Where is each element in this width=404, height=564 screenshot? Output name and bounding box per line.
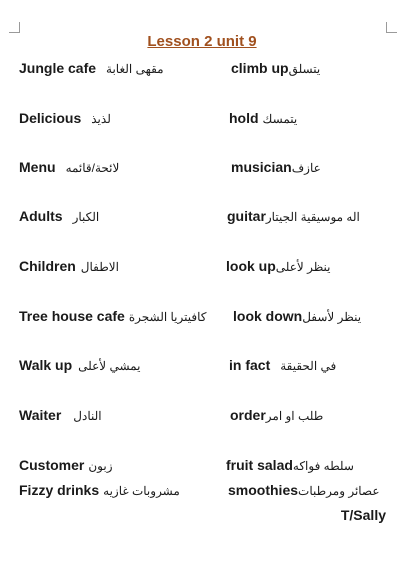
vocab-translation: الاطفال xyxy=(80,260,119,274)
vocab-item-right xyxy=(233,308,361,324)
vocab-word: smoothies xyxy=(228,482,299,498)
lesson-title: Lesson 2 unit 9 xyxy=(147,33,257,50)
vocab-item-left xyxy=(19,110,111,126)
vocab-word: look up xyxy=(226,258,276,274)
vocab-item-right xyxy=(226,258,331,274)
vocab-word: Jungle cafe xyxy=(19,60,97,76)
vocab-translation: لائحة/قائمه xyxy=(65,161,120,175)
vocab-item-right xyxy=(227,208,360,224)
vocab-item-left xyxy=(19,159,119,175)
vocab-word: Adults xyxy=(19,208,63,224)
vocab-word: order xyxy=(230,407,266,423)
vocab-word: Tree house cafe xyxy=(19,308,125,324)
vocab-translation: مشروبات غازيه xyxy=(103,484,180,498)
vocab-item-right xyxy=(228,482,380,498)
vocab-row xyxy=(0,357,404,377)
teacher-signature: T/Sally xyxy=(340,507,386,523)
vocab-row xyxy=(0,159,404,179)
vocab-row xyxy=(0,208,404,228)
vocab-word: Fizzy drinks xyxy=(19,482,100,498)
vocab-translation: يمشي لأعلى xyxy=(78,359,141,373)
vocab-translation: الكبار xyxy=(72,210,100,224)
vocab-item-left xyxy=(19,457,113,473)
vocab-translation: طلب او امر xyxy=(265,409,324,423)
vocab-translation: مقهى الغابة xyxy=(106,62,164,76)
vocab-word: Children xyxy=(19,258,76,274)
vocab-translation: عازف xyxy=(291,161,321,175)
vocab-word: Delicious xyxy=(19,110,82,126)
vocab-item-left xyxy=(19,482,180,498)
vocab-word: climb up xyxy=(231,60,289,76)
vocab-word: in fact xyxy=(229,357,271,373)
vocab-word: fruit salad xyxy=(226,457,293,473)
vocab-word: Walk up xyxy=(19,357,73,373)
vocab-item-left xyxy=(19,208,99,224)
vocab-translation: يتمسك xyxy=(262,112,298,126)
vocab-word: Customer xyxy=(19,457,85,473)
vocab-item-left xyxy=(19,308,206,324)
vocab-item-right xyxy=(230,407,323,423)
vocab-item-left xyxy=(19,60,164,76)
vocab-word: Waiter xyxy=(19,407,62,423)
vocab-word: look down xyxy=(233,308,303,324)
vocab-row xyxy=(0,258,404,278)
vocab-item-left xyxy=(19,407,102,423)
vocab-translation: ينظر لأعلى xyxy=(275,260,331,274)
vocab-translation: سلطه فواكه xyxy=(292,459,354,473)
vocab-row xyxy=(0,407,404,427)
vocab-item-right xyxy=(226,457,354,473)
vocab-row xyxy=(0,457,404,477)
vocab-row xyxy=(0,308,404,328)
vocab-word: hold xyxy=(229,110,259,126)
vocab-word: Menu xyxy=(19,159,56,175)
vocab-item-left xyxy=(19,258,119,274)
vocab-translation: عصائر ومرطبات xyxy=(298,484,380,498)
vocab-word: guitar xyxy=(227,208,266,224)
vocab-item-left xyxy=(19,357,140,373)
vocab-item-right xyxy=(229,357,336,373)
vocab-translation: اله موسيقية الجيتار xyxy=(265,210,360,224)
vocab-row xyxy=(0,110,404,130)
page-corner-mark xyxy=(9,22,20,33)
vocab-translation: النادل xyxy=(73,409,102,423)
vocab-translation: زبون xyxy=(88,459,113,473)
vocab-row xyxy=(0,482,404,502)
vocab-translation: لذيذ xyxy=(91,112,111,126)
vocab-item-right xyxy=(229,110,297,126)
vocab-word: musician xyxy=(231,159,292,175)
vocab-item-right xyxy=(231,159,321,175)
vocab-item-right xyxy=(231,60,320,76)
page-corner-mark xyxy=(386,22,397,33)
vocab-translation: في الحقيقة xyxy=(280,359,337,373)
vocab-translation: يتسلق xyxy=(288,62,321,76)
vocab-row xyxy=(0,60,404,80)
vocab-translation: كافيتريا الشجرة xyxy=(128,310,207,324)
vocab-translation: ينظر لأسفل xyxy=(302,310,362,324)
